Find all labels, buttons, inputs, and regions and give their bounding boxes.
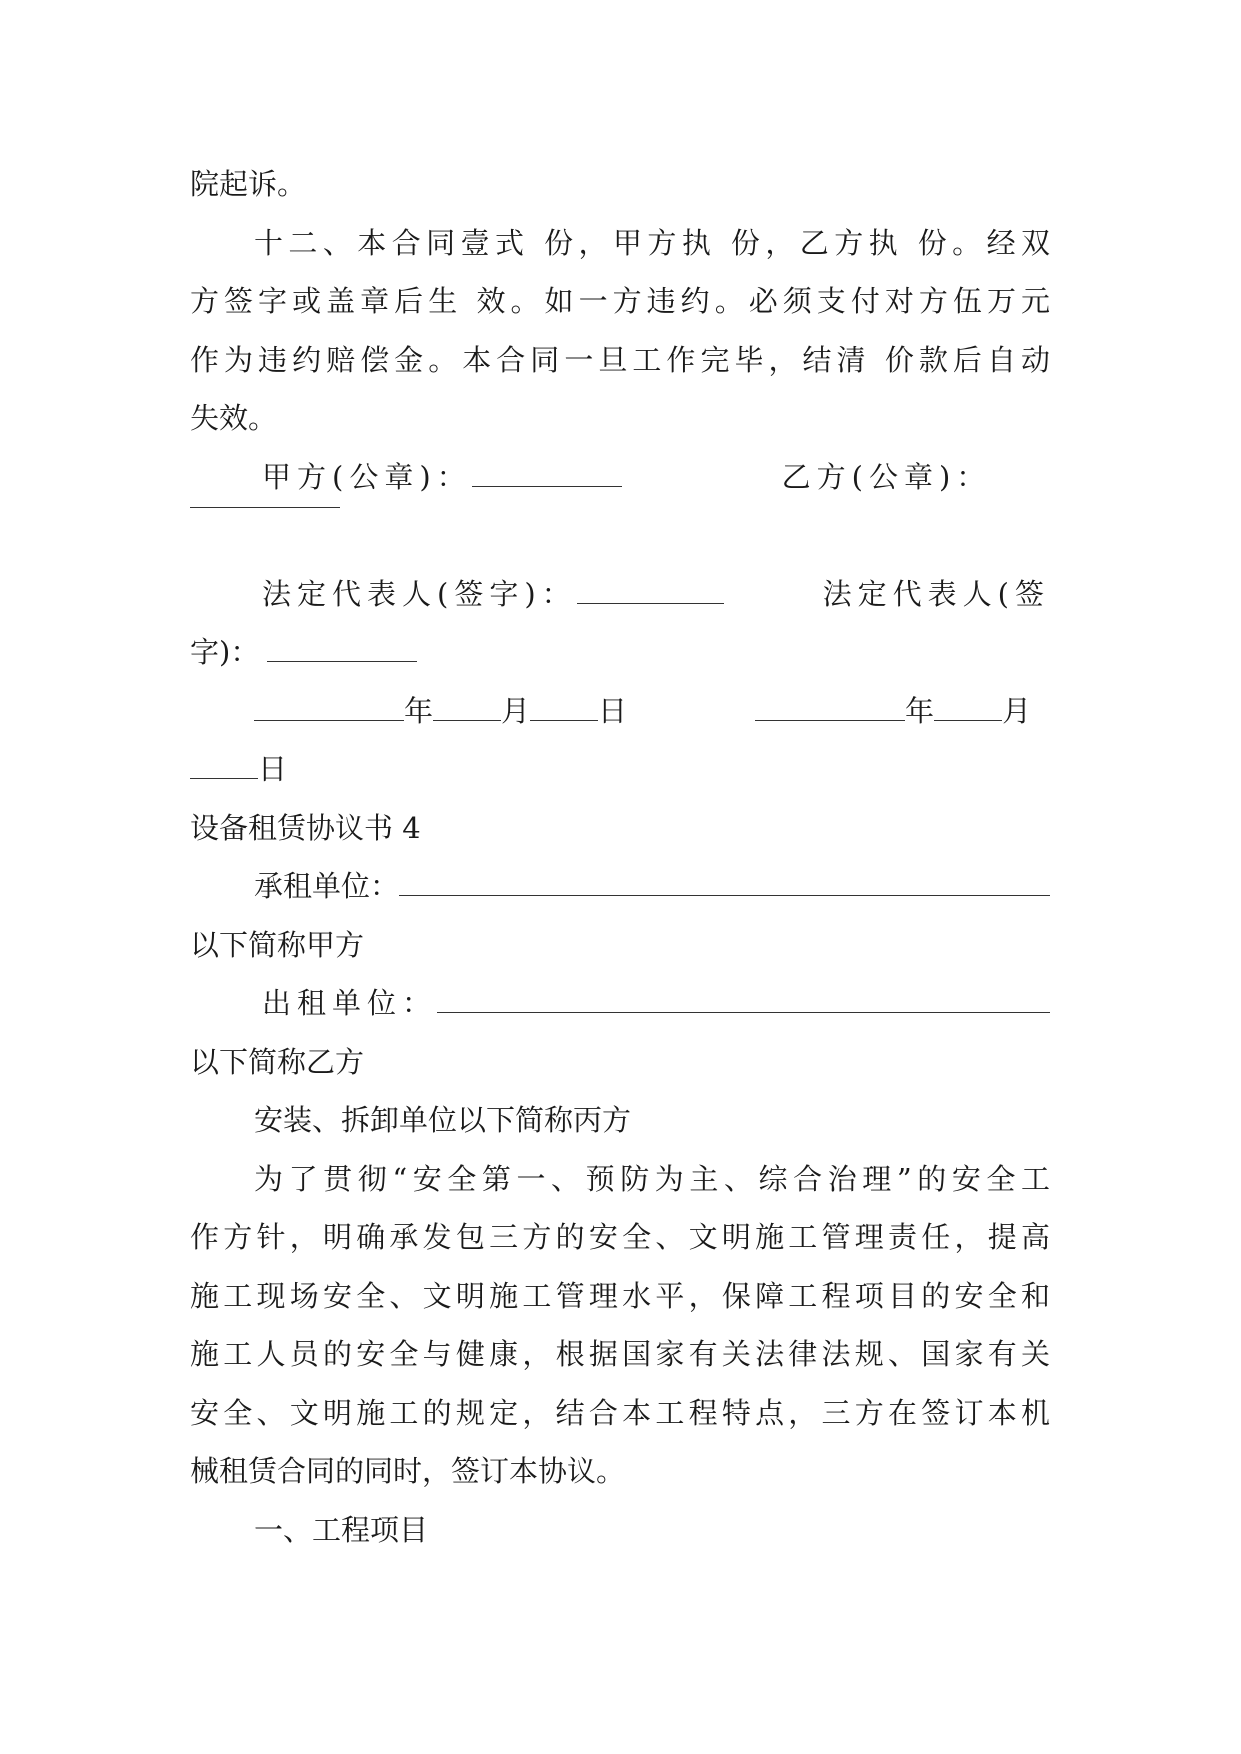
day-b-blank bbox=[190, 777, 258, 779]
purpose-line: 安全、文明施工的规定，结合本工程特点，三方在签订本机 bbox=[190, 1395, 1050, 1430]
month-b-blank bbox=[934, 719, 1002, 721]
party-a-seal-blank bbox=[472, 485, 622, 487]
purpose-line: 施工人员的安全与健康，根据国家有关法律法规、国家有关 bbox=[190, 1337, 1050, 1371]
lessee-label: 承租单位： bbox=[254, 869, 400, 903]
day-a-blank bbox=[530, 719, 598, 721]
lessee-row bbox=[190, 857, 1050, 916]
document-page bbox=[190, 155, 1050, 1559]
month-a-blank bbox=[433, 719, 501, 721]
party-b-seal-label: 乙方(公章)： bbox=[781, 459, 992, 494]
purpose-line: 械租赁合同的同时，签订本协议。 bbox=[190, 1454, 626, 1488]
lessee-blank bbox=[399, 894, 1050, 896]
month-b-label: 月 bbox=[1002, 693, 1032, 728]
purpose-line: 作方针，明确承发包三方的安全、文明施工管理责任，提高 bbox=[190, 1220, 1050, 1254]
rep-a-blank bbox=[577, 602, 725, 604]
date-row bbox=[190, 682, 1050, 741]
lessor-row bbox=[190, 974, 1050, 1033]
signature-blank-row bbox=[190, 506, 1050, 565]
rep-b-label: 法定代表人(签 bbox=[822, 576, 1050, 611]
lessor-alias: 以下简称乙方 bbox=[190, 1044, 365, 1079]
purpose-line: 为了贯彻“安全第一、预防为主、综合治理”的安全工 bbox=[254, 1161, 1050, 1196]
rep-b-blank bbox=[267, 660, 417, 662]
paragraph-line: 十二、本合同壹式 份，甲方执 份，乙方执 份。经双 bbox=[254, 225, 1050, 260]
paragraph-line: 失效。 bbox=[190, 401, 278, 435]
paragraph-line: 院起诉。 bbox=[190, 167, 307, 201]
party-b-seal-blank bbox=[190, 506, 340, 508]
installer-line: 安装、拆卸单位以下简称丙方 bbox=[254, 1103, 632, 1137]
lessee-alias: 以下简称甲方 bbox=[190, 927, 365, 962]
representative-row bbox=[190, 565, 1050, 624]
day-a-label: 日 bbox=[598, 693, 628, 728]
day-b-label: 日 bbox=[258, 752, 288, 786]
lessor-blank bbox=[437, 1011, 1050, 1013]
representative-row-cont bbox=[190, 623, 1050, 682]
year-a-label: 年 bbox=[404, 693, 434, 728]
agreement-title: 设备租赁协议书 4 bbox=[190, 810, 421, 845]
lessor-label: 出租单位： bbox=[262, 986, 438, 1020]
rep-b-label-cont: 字)： bbox=[190, 635, 260, 669]
paragraph-line: 方签字或盖章后生 效。如一方违约。必须支付对方伍万元 bbox=[190, 284, 1050, 318]
date-row-cont bbox=[190, 740, 1050, 799]
year-b-blank bbox=[755, 719, 905, 721]
year-a-blank bbox=[254, 719, 404, 721]
signature-party-row bbox=[190, 448, 1050, 507]
month-a-label: 月 bbox=[501, 693, 531, 728]
purpose-line: 施工现场安全、文明施工管理水平，保障工程项目的安全和 bbox=[190, 1278, 1050, 1313]
party-a-seal-label: 甲方(公章)： bbox=[262, 459, 472, 494]
year-b-label: 年 bbox=[905, 693, 935, 728]
paragraph-line: 作为违约赔偿金。本合同一旦工作完毕，结清 价款后自动 bbox=[190, 342, 1050, 377]
section-heading: 一、工程项目 bbox=[254, 1512, 429, 1547]
rep-a-label: 法定代表人(签字)： bbox=[262, 576, 577, 611]
